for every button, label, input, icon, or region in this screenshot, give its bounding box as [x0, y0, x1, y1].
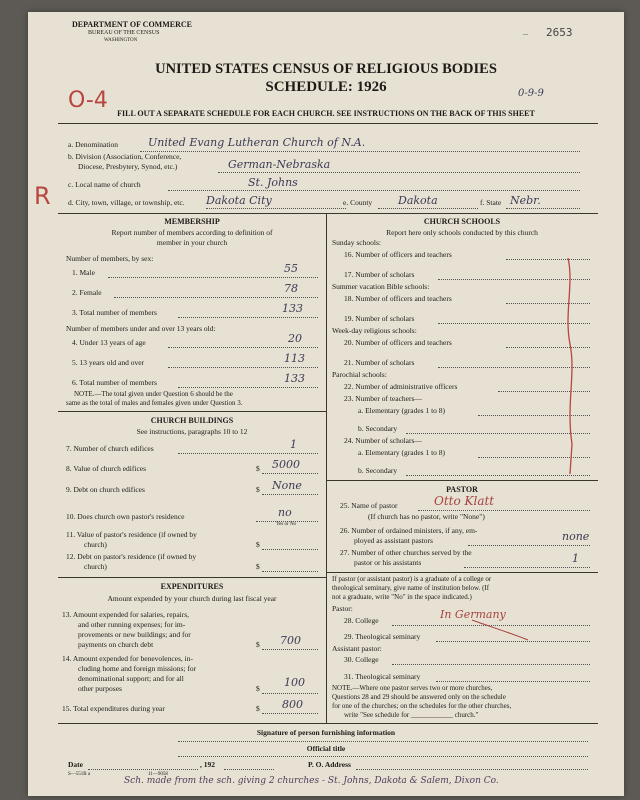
fill-line [178, 453, 318, 454]
q11-label-2: church) [84, 540, 107, 549]
fill-line [262, 549, 318, 550]
form-number: S—551B a [68, 772, 91, 777]
q15-value[interactable]: 800 [282, 698, 303, 711]
year-line [224, 769, 274, 770]
q26-label-1: 26. Number of ordained ministers, if any, em- [340, 526, 478, 535]
fill-line [178, 387, 318, 388]
dollar-sign: $ [256, 684, 260, 693]
title-line [178, 756, 588, 757]
fill-line [262, 693, 318, 694]
fill-line [168, 190, 580, 191]
bureau-label: BUREAU OF THE CENSUS [88, 30, 160, 36]
q19-label: 19. Number of scholars [344, 314, 415, 323]
q27-value[interactable]: 1 [572, 552, 579, 565]
date-line [88, 769, 198, 770]
fill-line [168, 347, 318, 348]
census-schedule-sheet [28, 12, 624, 796]
q13-label-4: payments on church debt [78, 640, 154, 649]
q25-hint: (If church has no pastor, write "None") [368, 512, 485, 521]
q26-value[interactable]: none [562, 530, 590, 543]
pastor-note-2: Questions 28 and 29 should be answered only on the schedule [332, 693, 506, 701]
q8-label: 8. Value of church edifices [66, 464, 147, 473]
q23b-label: b. Secondary [358, 424, 398, 433]
q14-value[interactable]: 100 [284, 676, 305, 689]
q12-label-2: church) [84, 562, 107, 571]
membership-heading: MEMBERSHIP [164, 217, 220, 226]
q28-value[interactable]: In Germany [440, 608, 506, 621]
fill-line [108, 277, 318, 278]
membership-note-2: same as the total of males and females given under Question 3. [66, 399, 243, 407]
weekday-label: Week-day religious schools: [332, 326, 417, 335]
q3-value[interactable]: 133 [282, 302, 303, 315]
q14-label-1: 14. Amount expended for benevolences, in- [62, 654, 194, 663]
fill-line [262, 713, 318, 714]
q28-label: 28. College [344, 616, 379, 625]
dollar-sign: $ [256, 464, 260, 473]
age-intro: Number of members under and over 13 years old: [66, 324, 216, 333]
footer-handwritten-note: Sch. made from the sch. giving 2 churches - St. Johns, Dakota & Salem, Dixon Co. [124, 776, 499, 786]
fill-line [392, 664, 590, 665]
buildings-heading: CHURCH BUILDINGS [150, 416, 234, 425]
q21-label: 21. Number of scholars [344, 358, 415, 367]
q9-label: 9. Debt on church edifices [66, 485, 145, 494]
fill-line [168, 367, 318, 368]
q9-value[interactable]: None [272, 479, 302, 492]
pastor-sublabel: Pastor: [332, 604, 353, 613]
fill-line [218, 172, 580, 173]
membership-note-1: NOTE.—The total given under Question 6 should be the [74, 390, 233, 398]
q5-value[interactable]: 113 [284, 352, 305, 365]
q27-label-2: pastor or his assistants [354, 558, 422, 567]
q20-label: 20. Number of officers and teachers [344, 338, 452, 347]
grad-note-1: If pastor (or assistant pastor) is a graduate of a college or [332, 575, 492, 583]
fill-line [262, 473, 318, 474]
division-label-1: b. Division (Association, Conference, [68, 152, 182, 161]
fill-line [464, 567, 590, 568]
official-title-label: Official title [306, 744, 346, 753]
local-name-value[interactable]: St. Johns [248, 176, 298, 189]
fill-line [262, 494, 318, 495]
q10-value[interactable]: no [278, 506, 292, 519]
state-label: f. State [480, 198, 502, 207]
q6-label: 6. Total number of members [72, 378, 157, 387]
q10-hint: Yes or No [276, 522, 297, 527]
divider [326, 572, 598, 573]
q27-label-1: 27. Number of other churches served by the [340, 548, 472, 557]
fill-line [206, 208, 346, 209]
fill-line [418, 510, 590, 511]
signature-label: Signature of person furnishing information [256, 728, 396, 737]
divider [58, 411, 326, 412]
fill-line [262, 571, 318, 572]
q14-label-4: other purposes [78, 684, 122, 693]
q5-label: 5. 13 years old and over [72, 358, 145, 367]
fill-line [178, 317, 318, 318]
sunday-label: Sunday schools: [332, 238, 381, 247]
q13-label-3: provements or new buildings; and for [78, 630, 191, 639]
q16-label: 16. Number of officers and teachers [344, 250, 452, 259]
q7-value[interactable]: 1 [290, 438, 297, 451]
grad-note-2: theological seminary, give name of institution below. (If [332, 584, 490, 592]
dollar-sign: $ [256, 640, 260, 649]
divider [58, 577, 326, 578]
column-divider [326, 213, 327, 723]
dollar-sign: $ [256, 704, 260, 713]
expenditures-heading: EXPENDITURES [160, 582, 224, 591]
fill-line [262, 649, 318, 650]
q24-label: 24. Number of scholars— [344, 436, 422, 445]
city-value[interactable]: Dakota City [206, 194, 272, 207]
q8-value[interactable]: 5000 [272, 458, 300, 471]
q7-label: 7. Number of church edifices [66, 444, 154, 453]
form-title: UNITED STATES CENSUS OF RELIGIOUS BODIES [155, 61, 497, 77]
state-value[interactable]: Nebr. [510, 194, 541, 207]
q15-label: 15. Total expenditures during year [62, 704, 165, 713]
fill-line [114, 297, 318, 298]
parochial-label: Parochial schools: [332, 370, 387, 379]
q13-value[interactable]: 700 [280, 634, 301, 647]
q3-label: 3. Total number of members [72, 308, 157, 317]
pastor-note-1: NOTE.—Where one pastor serves two or more churches, [332, 684, 493, 692]
dash-mark: – [523, 29, 528, 40]
instruction-line: FILL OUT A SEPARATE SCHEDULE FOR EACH CHURCH. SEE INSTRUCTIONS ON THE BACK OF THIS SHEET [117, 109, 535, 118]
q29-label: 29. Theological seminary [344, 632, 421, 641]
divider [58, 213, 598, 214]
division-label-2: Diocese, Presbytery, Synod, etc.) [78, 162, 178, 171]
q24a-label: a. Elementary (grades 1 to 8) [358, 448, 446, 457]
denomination-value[interactable]: United Evang Lutheran Church of N.A. [148, 136, 366, 149]
po-line [356, 769, 588, 770]
q17-label: 17. Number of scholars [344, 270, 415, 279]
q13-label-1: 13. Amount expended for salaries, repairs, [62, 610, 190, 619]
pastor-heading: PASTOR [446, 485, 478, 494]
date-label: Date [68, 760, 83, 769]
pastor-note-4: write "See schedule for ____________ church." [344, 711, 479, 719]
q23-label: 23. Number of teachers— [344, 394, 422, 403]
fill-line [506, 208, 580, 209]
mark-r: R [34, 182, 51, 210]
schools-intro: Report here only schools conducted by this church [386, 228, 538, 237]
divider [58, 123, 598, 124]
department-label: DEPARTMENT OF COMMERCE [72, 20, 193, 29]
code-left: O-4 [68, 88, 108, 113]
local-name-label: c. Local name of church [68, 180, 141, 189]
vacation-label: Summer vacation Bible schools: [332, 282, 430, 291]
serial-number: 2653 [546, 26, 573, 39]
q4-label: 4. Under 13 years of age [72, 338, 146, 347]
q6-value[interactable]: 133 [284, 372, 305, 385]
q1-label: 1. Male [72, 268, 95, 277]
divider [326, 480, 598, 481]
city-label-field: d. City, town, village, or township, etc. [68, 198, 185, 207]
q25-label: 25. Name of pastor [340, 501, 398, 510]
dollar-sign: $ [256, 562, 260, 571]
grad-note-3: not a graduate, write "No" in the space indicated.) [332, 593, 472, 601]
q30-label: 30. College [344, 655, 379, 664]
q31-label: 31. Theological seminary [344, 672, 421, 681]
fill-line [378, 208, 478, 209]
code-right: 0-9-9 [518, 88, 544, 99]
divider [58, 723, 598, 724]
q1-value[interactable]: 55 [284, 262, 298, 275]
po-label: P. O. Address [308, 760, 351, 769]
q22-label: 22. Number of administrative officers [344, 382, 458, 391]
q24b-label: b. Secondary [358, 466, 398, 475]
q12-label-1: 12. Debt on pastor's residence (if owned by [66, 552, 197, 561]
membership-intro-1: Report number of members according to definition of [111, 228, 273, 237]
schools-blank-stroke [556, 254, 586, 478]
buildings-intro: See instructions, paragraphs 10 to 12 [136, 427, 248, 436]
membership-intro-2: member in your church [156, 238, 228, 247]
dollar-sign: $ [256, 485, 260, 494]
pastor-note-3: for one of the churches; on the schedules for the other churches, [332, 702, 512, 710]
division-value[interactable]: German-Nebraska [228, 158, 331, 171]
denomination-label: a. Denomination [68, 140, 118, 149]
signature-line [178, 741, 588, 742]
q26-label-2: ployed as assistant pastors [354, 536, 433, 545]
county-value[interactable]: Dakota [398, 194, 438, 207]
county-label: e. County [343, 198, 373, 207]
q23a-label: a. Elementary (grades 1 to 8) [358, 406, 446, 415]
assistant-sublabel: Assistant pastor: [332, 644, 382, 653]
print-code: 11—9058 [148, 772, 168, 777]
q14-label-3: denominational support; and for all [78, 674, 184, 683]
q18-label: 18. Number of officers and teachers [344, 294, 452, 303]
q11-label-1: 11. Value of pastor's residence (if owned by [66, 530, 197, 539]
q10-label: 10. Does church own pastor's residence [66, 512, 185, 521]
q14-label-2: cluding home and foreign missions; for [78, 664, 197, 673]
year-label: , 192 [200, 760, 215, 769]
by-sex-label: Number of members, by sex: [66, 254, 154, 263]
schools-heading: CHURCH SCHOOLS [423, 217, 501, 226]
city-label: WASHINGTON [104, 38, 138, 43]
q2-label: 2. Female [72, 288, 102, 297]
expenditures-intro: Amount expended by your church during last fiscal year [107, 594, 277, 603]
q25-value[interactable]: Otto Klatt [434, 494, 495, 508]
schedule-title: SCHEDULE: 1926 [265, 79, 387, 95]
fill-line [468, 545, 590, 546]
q13-label-2: and other running expenses; for im- [78, 620, 186, 629]
q29-stroke [468, 618, 538, 642]
q4-value[interactable]: 20 [288, 332, 302, 345]
dollar-sign: $ [256, 540, 260, 549]
q2-value[interactable]: 78 [284, 282, 298, 295]
fill-line [436, 681, 590, 682]
fill-line [140, 151, 580, 152]
